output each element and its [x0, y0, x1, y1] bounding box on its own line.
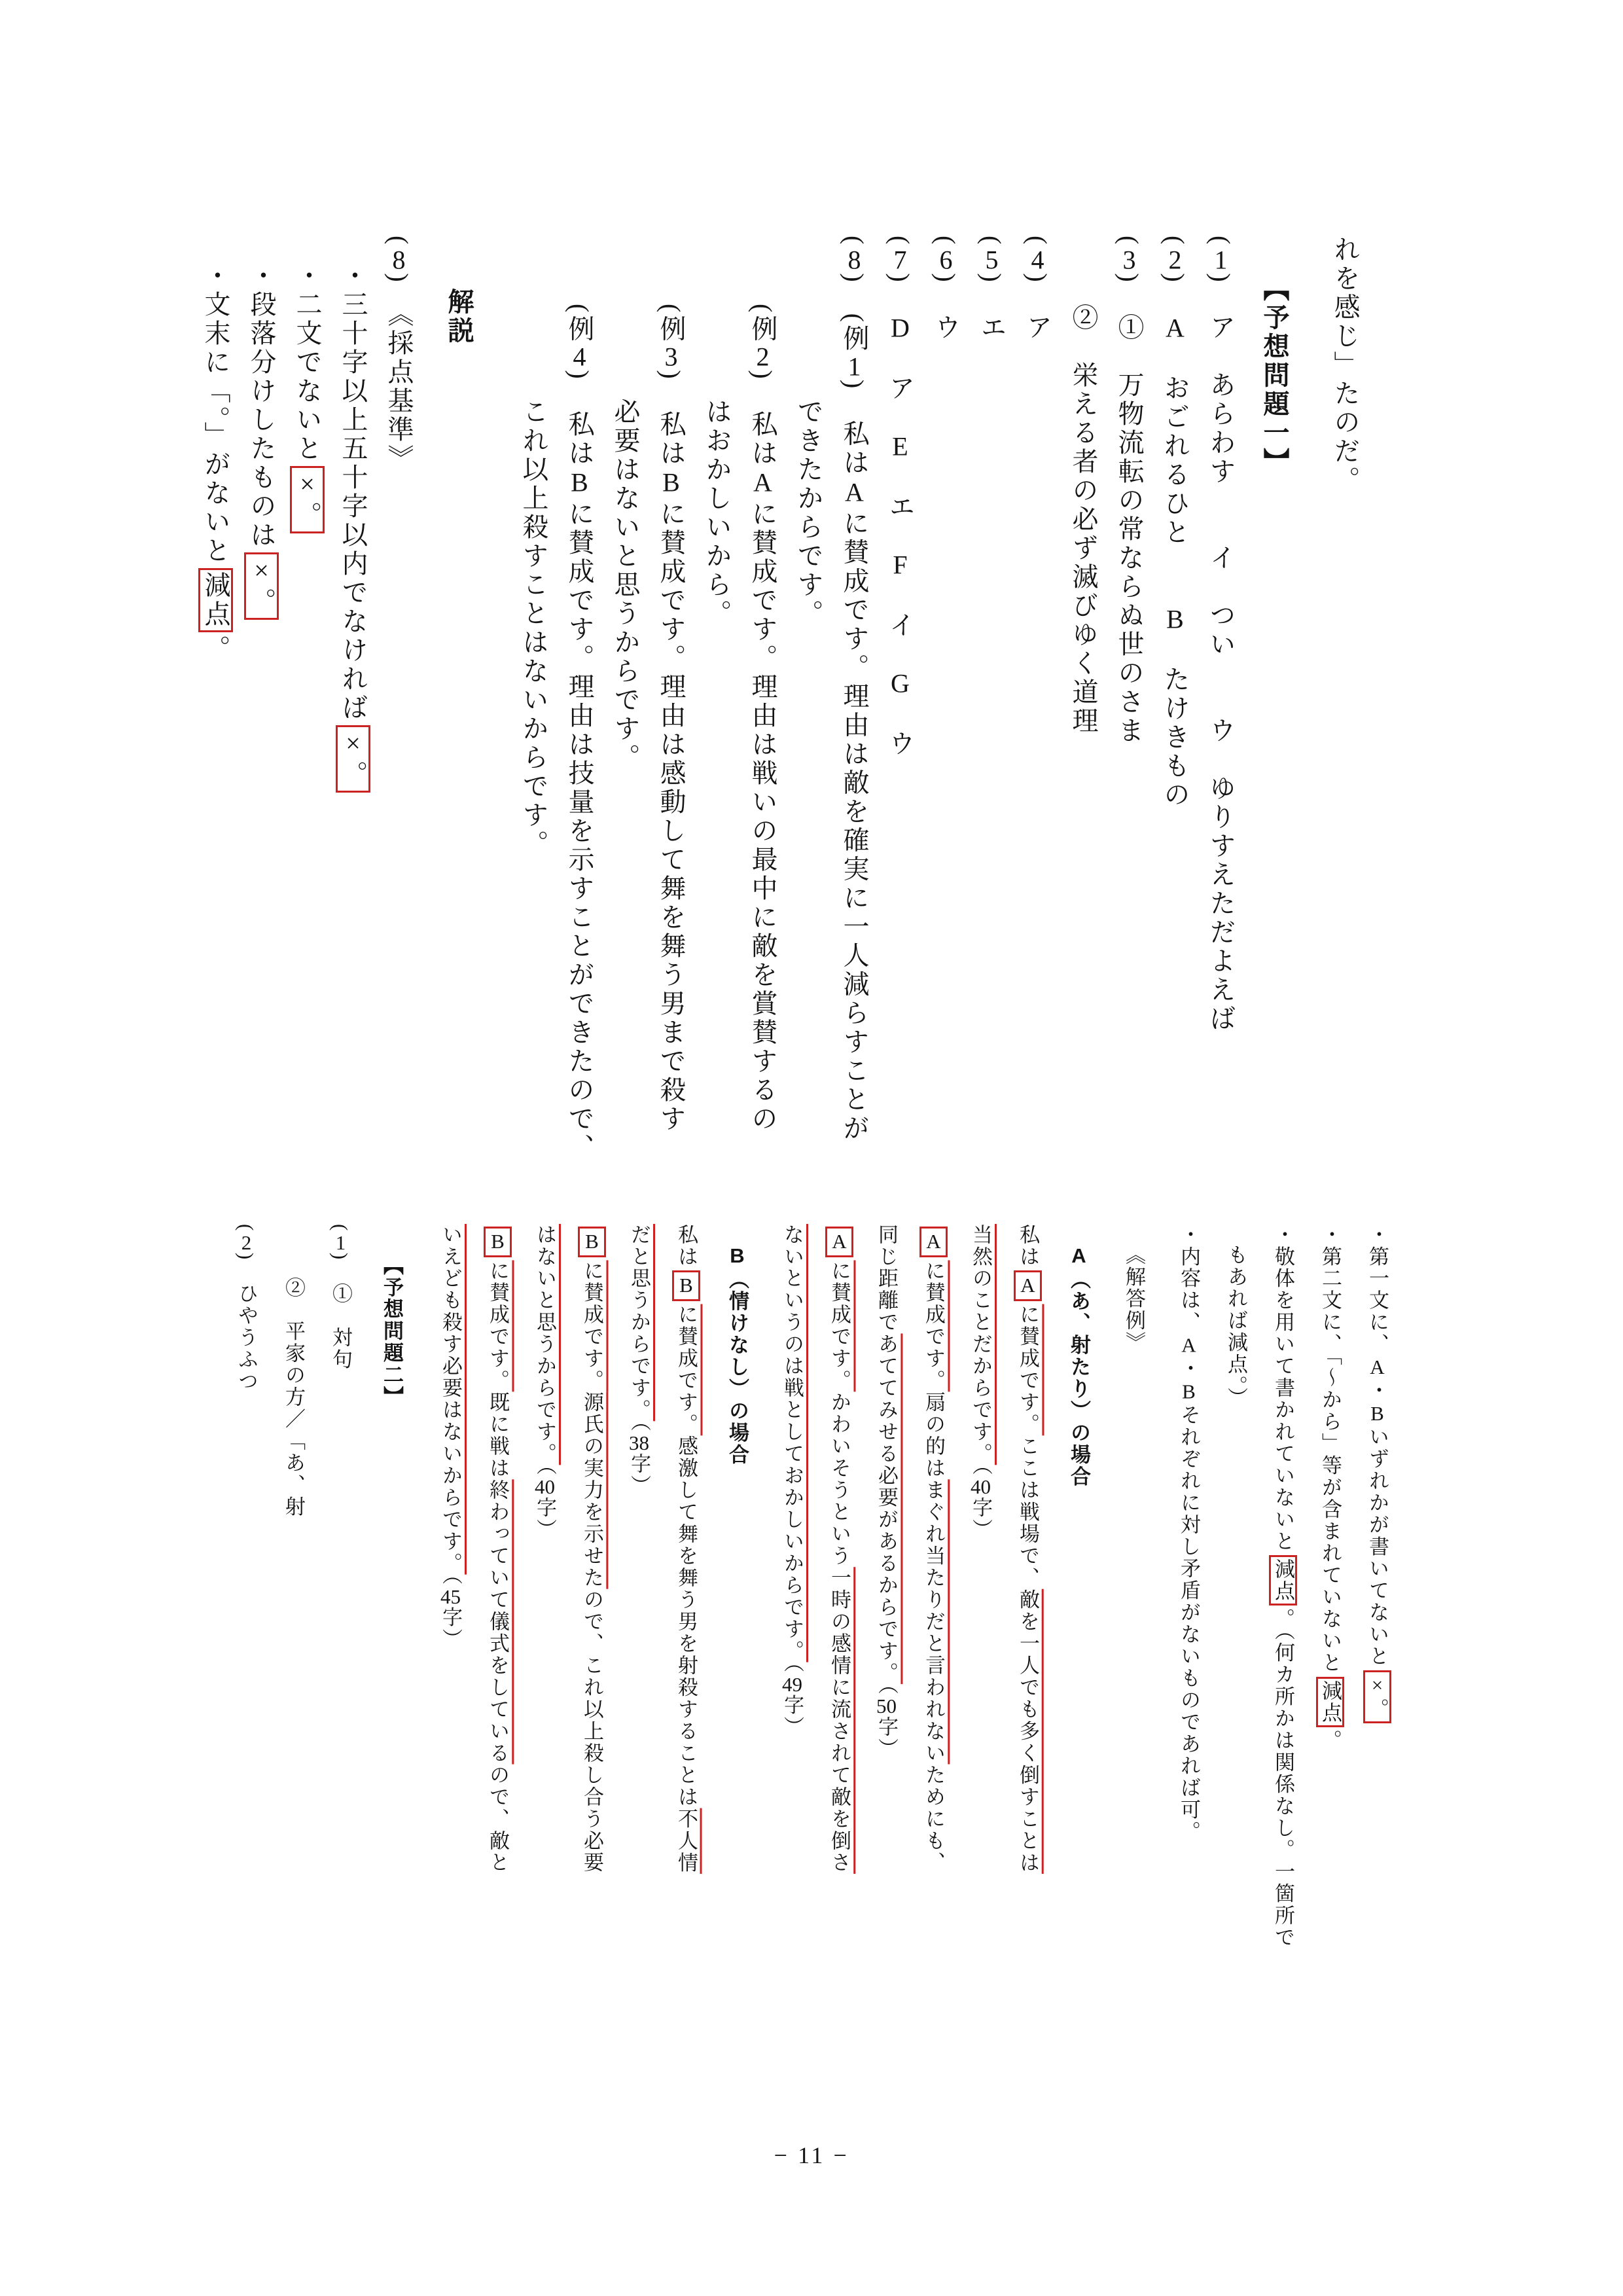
- heading-kaisetsu: [436, 236, 482, 1152]
- item-8-rei3-cont: [602, 236, 648, 1152]
- item-7: [877, 236, 923, 1152]
- text-segment: 扇の的は: [922, 1391, 945, 1480]
- text-segment: に賛成です。理由は敵を確実に一人減らすことが: [840, 509, 869, 1143]
- red-underlined-text: に賛成です。: [580, 1260, 603, 1392]
- ans-b2-line2: [521, 1224, 568, 1983]
- text-segment: ・: [1177, 1357, 1200, 1380]
- text-segment: ここは戦場で、: [1016, 1435, 1039, 1589]
- text-segment: ) エ: [977, 273, 1007, 342]
- text-segment: 字）: [969, 1497, 992, 1541]
- item-3: [1106, 236, 1152, 1152]
- text-segment: A: [748, 467, 777, 500]
- text-segment: 8: [847, 247, 861, 274]
- text-segment: ) 私は: [565, 370, 594, 468]
- text-segment: 【予想問題二】: [380, 1254, 403, 1408]
- text-segment: 既に戦は: [486, 1391, 509, 1480]
- item-2: [1152, 236, 1198, 1152]
- item-8-rei1: [831, 236, 877, 1152]
- text-segment: 例: [656, 315, 686, 344]
- item-8-rei4: [556, 236, 602, 1162]
- red-underlined-text: 不人情: [675, 1808, 698, 1874]
- text-segment: 49: [782, 1674, 802, 1695]
- text-segment: ・文末に「。」がないと: [201, 262, 230, 565]
- case-b-heading: [713, 1224, 760, 1983]
- item-8-rei1-cont: [785, 236, 831, 1152]
- text-segment: ので、敵と: [486, 1764, 509, 1874]
- text-segment: 同じ距離で: [875, 1224, 898, 1334]
- item-8-rei3: [648, 236, 694, 1152]
- red-underlined-text: いえども殺す必要はないからです。: [439, 1224, 462, 1575]
- text-segment: 私は: [675, 1224, 698, 1268]
- red-box-mark: ×。: [244, 552, 279, 620]
- ans-a3-line1: [815, 1224, 863, 1983]
- red-underlined-text: 当然のことだからです。: [969, 1224, 992, 1465]
- text-segment: 例: [840, 324, 869, 353]
- text-segment: (: [329, 1224, 352, 1232]
- text-segment: （: [875, 1684, 898, 1696]
- red-box-mark: B: [672, 1270, 700, 1301]
- text-segment: （: [439, 1574, 462, 1587]
- ans-a2-line2: [863, 1224, 910, 1983]
- text-segment: (: [656, 304, 686, 315]
- text-segment: ) ひやうふつ: [235, 1252, 258, 1393]
- text-segment: A: [1160, 313, 1190, 346]
- text-segment: ) ① 対句: [329, 1252, 352, 1371]
- m2-item-2: [223, 1224, 270, 1983]
- text-segment: (: [931, 236, 961, 247]
- heading-mondai-1: [1251, 236, 1297, 1152]
- kijun-7-cont: [1212, 1224, 1259, 1983]
- item-8-rei2: [740, 236, 785, 1152]
- text-segment: れを感じ」たのだ。: [1330, 236, 1360, 495]
- kijun-5: [1353, 1224, 1400, 1983]
- text-segment: 2: [1168, 247, 1182, 274]
- saiten-kijun-heading: [376, 236, 421, 1152]
- m2-item-1-sub2: [270, 1224, 317, 1983]
- red-underlined-text: はないと思うからです。: [533, 1224, 556, 1465]
- heading-mondai-2: [368, 1224, 415, 1983]
- text-segment: 40: [535, 1477, 555, 1498]
- text-segment: (: [748, 304, 777, 315]
- bottom-text-block: [223, 1224, 1400, 1983]
- item-8-rei2-cont: [694, 236, 740, 1152]
- red-underlined-text: に賛成です。: [828, 1260, 851, 1392]
- text-segment: (: [384, 236, 414, 247]
- red-box-mark: A: [1014, 1270, 1042, 1301]
- red-underlined-text: ないというのは戦としておかしいからです。: [781, 1224, 804, 1662]
- heading-kaitourei: [1110, 1224, 1157, 1983]
- text-segment: （情けなし）の場合: [726, 1268, 749, 1466]
- text-segment: に賛成です。理由は技量を示すことができたので、: [565, 499, 594, 1162]
- text-segment: 4: [1031, 247, 1044, 274]
- text-segment: 字）: [533, 1497, 556, 1541]
- text-segment: 字）: [875, 1716, 898, 1761]
- text-segment: 1: [335, 1232, 346, 1253]
- red-underlined-text: あててみせる必要があるからです。: [875, 1333, 898, 1685]
- text-segment: ・: [1366, 1380, 1389, 1402]
- text-segment: ) (: [840, 273, 869, 325]
- text-segment: A: [840, 477, 869, 510]
- ans-a1-line2: [957, 1224, 1004, 1983]
- text-segment: ) 《採点基準》: [384, 273, 414, 473]
- case-a-heading: [1055, 1224, 1102, 1983]
- text-segment: エ: [885, 463, 915, 550]
- text-segment: (: [1160, 236, 1190, 247]
- red-underlined-text: に賛成です。: [1016, 1304, 1039, 1436]
- text-segment: 。: [1319, 1729, 1342, 1752]
- ans-b3-line1: [474, 1224, 521, 1983]
- text-segment: 3: [1122, 247, 1136, 274]
- text-segment: おごれるひと: [1160, 345, 1190, 605]
- red-box-mark: 減点: [198, 568, 233, 632]
- red-underlined-text: 終わっていて儀式をしている: [486, 1479, 509, 1765]
- text-segment: たけきもの: [1160, 636, 1190, 810]
- text-segment: 2: [241, 1232, 252, 1253]
- ans-b1-line1: [662, 1224, 709, 1983]
- text-segment: ・二文でないと: [293, 262, 322, 463]
- text-segment: 40: [971, 1477, 991, 1498]
- text-segment: ためにも、: [922, 1764, 945, 1874]
- red-underlined-text: 一時の感情に流されて敵を倒さ: [828, 1567, 851, 1874]
- text-segment: （あ、射たり）の場合: [1067, 1268, 1090, 1488]
- text-segment: ウ: [885, 700, 915, 759]
- text-segment: ) 私は: [840, 379, 869, 478]
- text-segment: もあれば減点。）: [1224, 1244, 1247, 1410]
- text-segment: （: [969, 1465, 992, 1477]
- text-segment: 【予想問題一】: [1260, 275, 1289, 476]
- text-segment: イ: [885, 582, 915, 669]
- red-underlined-text: に賛成です。: [486, 1260, 509, 1392]
- text-segment: B: [565, 467, 594, 500]
- text-segment: (: [1206, 236, 1236, 247]
- kijun-6: [1306, 1224, 1353, 1983]
- text-segment: (: [1023, 236, 1052, 247]
- text-segment: 45: [440, 1586, 461, 1607]
- text-segment: (: [977, 236, 1007, 247]
- red-underlined-text: に賛成です。: [922, 1260, 945, 1392]
- red-box-mark: B: [578, 1227, 606, 1257]
- text-segment: 4: [573, 344, 586, 370]
- ans-b2-line1: [568, 1224, 615, 1983]
- red-underlined-text: まぐれ当たりだと言われない: [922, 1479, 945, 1765]
- text-segment: 8: [392, 247, 406, 274]
- text-segment: 6: [939, 247, 953, 274]
- text-segment: （: [781, 1662, 804, 1674]
- text-segment: （: [628, 1421, 651, 1433]
- red-underlined-text: 敵を一人でも多く倒すことは: [1016, 1588, 1039, 1874]
- text-segment: かわいそうという: [828, 1391, 851, 1568]
- text-segment: それぞれに対し矛盾がないものであれば可。: [1177, 1404, 1200, 1843]
- red-underlined-text: に賛成です。: [675, 1304, 698, 1436]
- red-box-mark: ×。: [1363, 1670, 1391, 1723]
- text-segment: （: [533, 1465, 556, 1477]
- text-segment: (: [1115, 236, 1144, 247]
- text-segment: 3: [664, 344, 678, 370]
- text-segment: できたからです。: [794, 398, 823, 628]
- red-underlined-text: だと思うからです。: [628, 1224, 651, 1422]
- text-segment: 《解答例》: [1122, 1244, 1145, 1354]
- red-box-mark: ×。: [336, 725, 370, 793]
- text-segment: に賛成です。理由は戦いの最中に敵を賞賛するの: [748, 499, 777, 1134]
- kijun-4: [192, 236, 238, 1152]
- text-segment: 50: [876, 1696, 897, 1717]
- page-number: − 11 −: [774, 2142, 849, 2168]
- ans-b1-line2: [615, 1224, 662, 1983]
- item-5: [969, 236, 1014, 1152]
- text-segment: ・第二文に、「〜から」等が含まれていないと: [1319, 1224, 1342, 1674]
- text-segment: これ以上殺すことはないからです。: [519, 398, 548, 859]
- text-segment: 38: [629, 1433, 649, 1454]
- text-segment: ): [1160, 273, 1190, 314]
- text-segment: 1: [847, 353, 861, 380]
- text-segment: ) 私は: [656, 370, 686, 468]
- continuation-line: [1322, 236, 1368, 1152]
- text-segment: (: [235, 1224, 258, 1232]
- text-segment: B: [1177, 1380, 1200, 1405]
- text-segment: ) 私は: [748, 370, 777, 468]
- ans-a1-line1: [1004, 1224, 1051, 1983]
- m2-item-1: [317, 1224, 364, 1983]
- text-segment: 字）: [439, 1606, 462, 1651]
- text-segment: A: [1067, 1244, 1090, 1269]
- text-segment: 字）: [781, 1694, 804, 1738]
- kijun-1: [330, 236, 376, 1152]
- item-3-sub2: [1060, 236, 1106, 1152]
- text-segment: F: [885, 550, 915, 583]
- text-segment: B: [1160, 604, 1190, 637]
- text-segment: ・第一文に、: [1366, 1224, 1389, 1355]
- text-segment: ・内容は、: [1177, 1224, 1200, 1334]
- text-segment: E: [885, 431, 915, 464]
- text-segment: D: [885, 313, 915, 346]
- text-segment: 字）: [628, 1453, 651, 1498]
- text-segment: 例: [565, 315, 594, 344]
- text-segment: 。（何カ所かは関係なし。一箇所で: [1272, 1608, 1294, 1949]
- ans-a2-line1: [910, 1224, 957, 1983]
- text-segment: (: [885, 236, 915, 247]
- text-segment: に賛成です。理由は感動して舞を舞う男まで殺す: [656, 499, 686, 1134]
- text-segment: いずれかが書いてないと: [1366, 1426, 1389, 1668]
- kijun-3: [238, 236, 284, 1152]
- item-4: [1014, 236, 1060, 1152]
- text-segment: 2: [756, 344, 770, 370]
- kijun-7: [1259, 1224, 1306, 1983]
- text-segment: B: [1366, 1401, 1389, 1427]
- text-segment: ): [885, 273, 915, 314]
- text-segment: ) ウ: [931, 273, 961, 342]
- kijun-2: [284, 236, 330, 1152]
- text-segment: A: [1366, 1355, 1389, 1380]
- red-box-mark: A: [825, 1227, 853, 1257]
- kijun-8: [1165, 1224, 1212, 1983]
- text-segment: A: [1177, 1333, 1200, 1358]
- ans-b3-line2: [427, 1224, 474, 1983]
- item-6: [923, 236, 969, 1152]
- text-segment: ② 平家の方／「あ、射: [282, 1276, 305, 1518]
- item-1: [1198, 236, 1243, 1152]
- text-segment: ) ア あらわす イ つい ウ ゆりすえただよえば: [1206, 273, 1236, 1033]
- text-segment: 7: [893, 247, 907, 274]
- text-segment: B: [656, 467, 686, 500]
- text-segment: 。: [201, 635, 230, 664]
- text-segment: G: [885, 668, 915, 701]
- text-segment: ② 栄える者の必ず滅びゆく道理: [1069, 304, 1098, 736]
- text-segment: 私は: [1016, 1224, 1039, 1268]
- text-segment: 解説: [444, 288, 473, 346]
- text-segment: ので、これ以上殺し合う必要: [580, 1588, 603, 1874]
- red-box-mark: 減点: [1316, 1677, 1344, 1727]
- text-segment: 必要はないと思うからです。: [611, 398, 640, 772]
- text-segment: ・敬体を用いて書かれていないと: [1272, 1224, 1294, 1553]
- red-underlined-text: 源氏の実力を示せた: [580, 1391, 603, 1589]
- item-8-rei4-cont: [510, 236, 556, 1152]
- text-segment: ・三十字以上五十字以内でなければ: [338, 262, 368, 723]
- text-segment: 5: [985, 247, 999, 274]
- ans-a3-line2: [768, 1224, 815, 1983]
- text-segment: ) ア: [1023, 273, 1052, 342]
- text-segment: はおかしいから。: [702, 398, 732, 628]
- red-box-mark: 減点: [1269, 1555, 1297, 1605]
- text-segment: B: [726, 1244, 749, 1269]
- top-text-block: [192, 236, 1368, 1162]
- red-box-mark: ×。: [290, 466, 325, 533]
- text-segment: (: [840, 236, 869, 247]
- text-segment: 例: [748, 315, 777, 344]
- text-segment: ) ① 万物流転の常ならぬ世のさま: [1115, 273, 1144, 745]
- text-segment: (: [565, 304, 594, 315]
- text-segment: ア: [885, 345, 915, 432]
- text-segment: ・段落分けしたものは: [247, 262, 276, 550]
- text-segment: 感激して舞を舞う男を射殺することは: [675, 1435, 698, 1808]
- red-box-mark: B: [484, 1227, 512, 1257]
- text-segment: 1: [1214, 247, 1228, 274]
- red-box-mark: A: [919, 1227, 948, 1257]
